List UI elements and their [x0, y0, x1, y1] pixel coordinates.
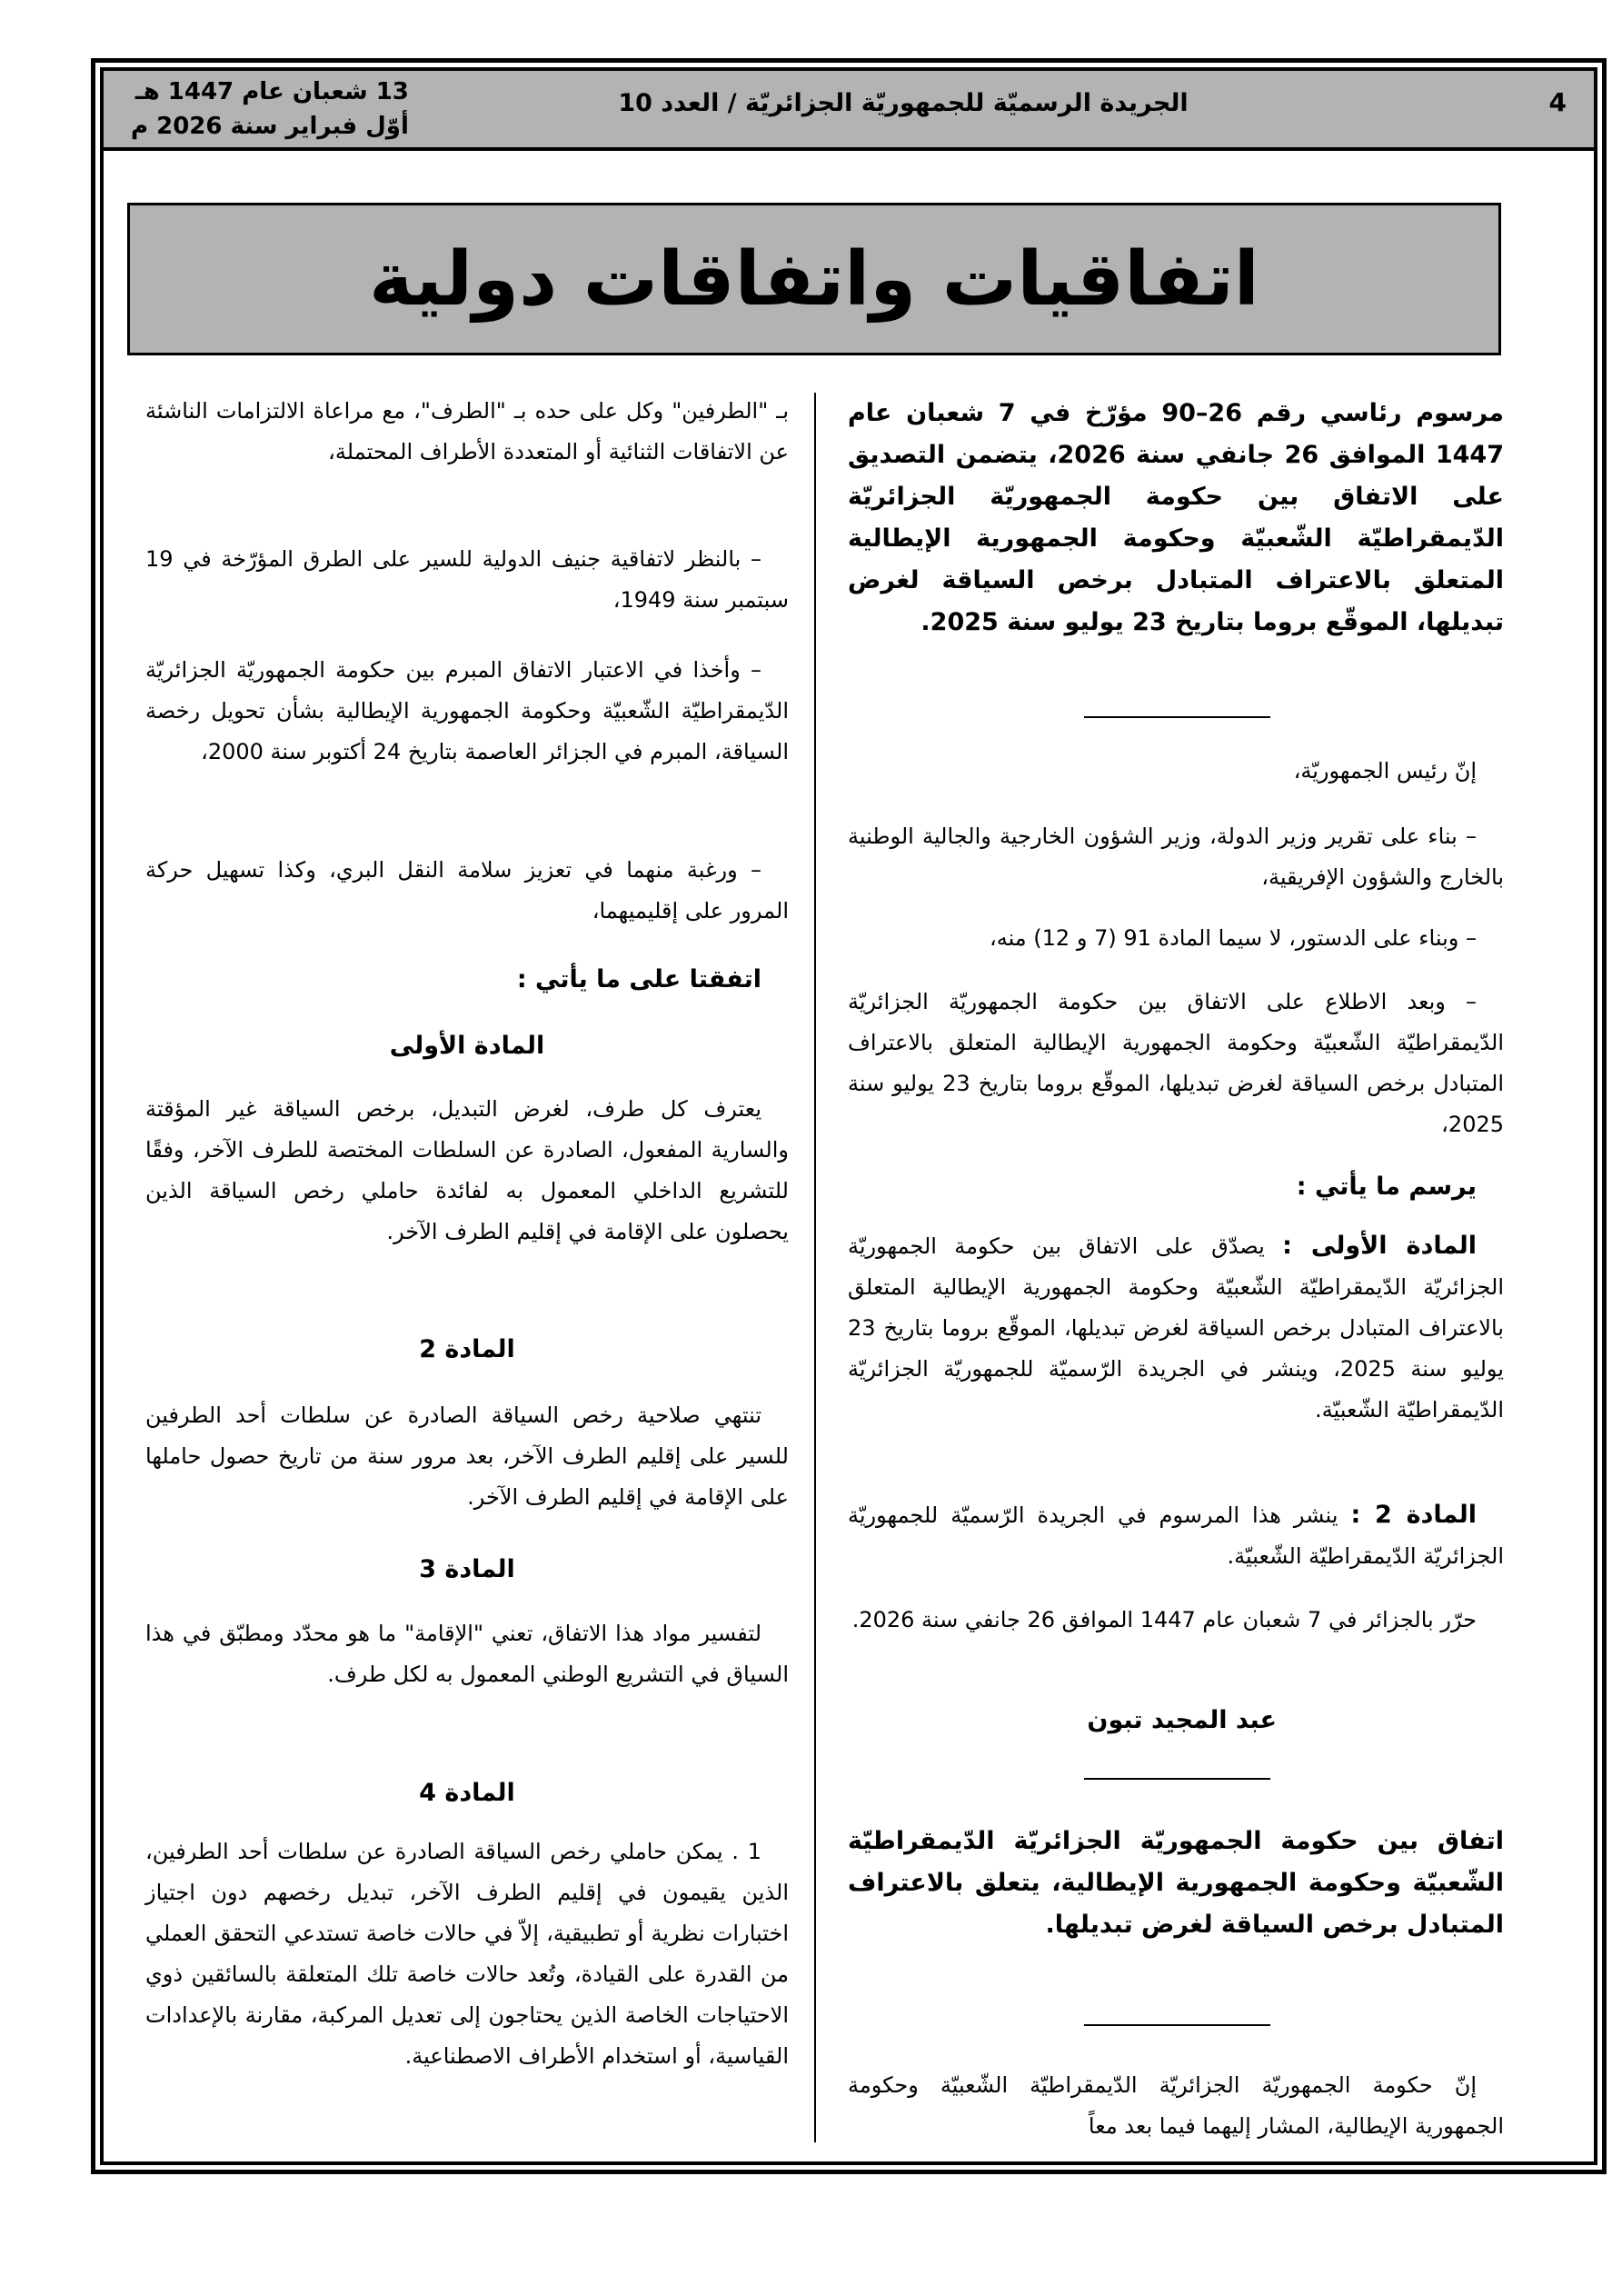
- article-label: المادة 2 :: [1350, 1501, 1477, 1529]
- column-divider: [814, 393, 816, 2142]
- recital-2000-agreement: – وأخذا في الاعتبار الاتفاق المبرم بين حكومة الجمهوريّة الجزائريّة الدّيمقراطيّة الشّعبيّة وحكومة الجمهورية الإيطالية بشأن تحويل رخصة السياقة، المبرم في الجزائر العاصمة بتاريخ 24 أكتوبر سنة 2000،: [145, 657, 789, 764]
- page-number: 4: [1548, 87, 1567, 117]
- signature: عبد المجيد تبون: [1087, 1706, 1277, 1734]
- agreement-title: اتفاق بين حكومة الجمهوريّة الجزائريّة الدّيمقراطيّة الشّعبيّة وحكومة الجمهورية الإيطالية، يتعلق بالاعتراف المتبادل برخص السياقة لغرض تبديلها.: [848, 1827, 1504, 1939]
- recital-road-safety: – ورغبة منهما في تعزيز سلامة النقل البري، وكذا تسهيل حركة المرور على إقليميهما،: [145, 857, 789, 923]
- journal-title: الجريدة الرسميّة للجمهوريّة الجزائريّة / العدد 10: [618, 89, 1189, 117]
- decree-title: مرسوم رئاسي رقم 26–90 مؤرّخ في 7 شعبان عام 1447 الموافق 26 جانفي سنة 2026، يتضمن التصديق على الاتفاق بين حكومة الجمهوريّة الجزائريّة الدّيمقراطيّة الشّعبيّة وحكومة الجمهورية الإيطالية المتعلق بالاعتراف المتبادل برخص السياقة لغرض تبديلها، الموقّع بروما بتاريخ 23 يوليو سنة 2025.: [848, 399, 1504, 636]
- article-2-heading: المادة 2: [419, 1335, 515, 1363]
- date-gregorian: أوّل فبراير سنة 2026 م: [131, 113, 409, 140]
- issue-date: [131, 75, 409, 144]
- done-at: حرّر بالجزائر في 7 شعبان عام 1447 الموافق 26 جانفي سنة 2026.: [851, 1607, 1477, 1632]
- article-label: المادة الأولى :: [1282, 1232, 1477, 1260]
- separator: [1084, 716, 1270, 718]
- article-4-text: 1 . يمكن حاملي رخص السياقة الصادرة عن سلطات أحد الطرفين، الذين يقيمون في إقليم الطرف الآخر، تبديل رخصهم دون اجتياز اختبارات نظرية أو تطبيقية، إلاّ في حالات خاصة تستدعي التحقق العملي من القدرة على القيادة، وتُعد حالات خاصة تلك المتعلقة بالسائقين ذوي الاحتياجات الخاصة الذين يحتاجون إلى تعديل المركبة، مقارنة بالإعدادات القياسية، أو استخدام الأطراف الاصطناعية.: [145, 1839, 789, 2069]
- recital-agreement: – وبعد الاطلاع على الاتفاق بين حكومة الجمهوريّة الجزائريّة الدّيمقراطيّة الشّعبيّة وحكومة الجمهورية الإيطالية المتعلق بالاعتراف المتبادل برخص السياقة لغرض تبديلها، الموقّع بروما بتاريخ 23 يوليو سنة 2025،: [848, 989, 1505, 1137]
- article-text: يصدّق على الاتفاق بين حكومة الجمهوريّة الجزائريّة الدّيمقراطيّة الشّعبيّة وحكومة الجمهورية الإيطالية المتعلق بالاعتراف المتبادل برخص السياقة لغرض تبديلها، الموقّع بروما بتاريخ 23 يوليو سنة 2025، وينشر في الجريدة الرّسميّة للجمهوريّة الجزائريّة الدّيمقراطيّة الشّعبيّة.: [848, 1233, 1504, 1423]
- article-3-text: لتفسير مواد هذا الاتفاق، تعني "الإقامة" ما هو محدّد ومطبّق في هذا السياق في التشريع الوطني المعمول به لكل طرف.: [145, 1621, 789, 1687]
- article-4-heading: المادة 4: [419, 1779, 515, 1807]
- article-1-heading: المادة الأولى: [389, 1032, 545, 1060]
- recital-report: – بناء على تقرير وزير الدولة، وزير الشؤون الخارجية والجالية الوطنية بالخارج والشؤون الإفريقية،: [848, 824, 1504, 890]
- agreement-intro: إنّ حكومة الجمهوريّة الجزائريّة الدّيمقراطيّة الشّعبيّة وحكومة الجمهورية الإيطالية، المشار إليهما فيما بعد معاً: [848, 2072, 1504, 2139]
- decree-article-1: [848, 1225, 1504, 1431]
- article-1-text: يعترف كل طرف، لغرض التبديل، برخص السياقة غير المؤقتة والسارية المفعول، الصادرة عن السلطات المختصة للطرف الآخر، وفقًا للتشريع الداخلي المعمول به لفائدة حاملي رخص السياقة الذين يحصلون على الإقامة في إقليم الطرف الآخر.: [145, 1096, 789, 1244]
- separator: [1084, 2024, 1270, 2026]
- page-header: [104, 71, 1594, 151]
- recital-geneva: – بالنظر لاتفاقية جنيف الدولية للسير على الطرق المؤرّخة في 19 سبتمبر سنة 1949،: [145, 546, 789, 613]
- section-title-box: [127, 203, 1501, 355]
- recital-constitution: – وبناء على الدستور، لا سيما المادة 91 (7 و 12) منه،: [989, 925, 1477, 951]
- article-2-text: تنتهي صلاحية رخص السياقة الصادرة عن سلطات أحد الطرفين للسير على إقليم الطرف الآخر، بعد مرور سنة من تاريخ حصول حاملها على الإقامة في إقليم الطرف الآخر.: [145, 1403, 789, 1510]
- article-3-heading: المادة 3: [419, 1555, 515, 1583]
- section-title: اتفاقيات واتفاقات دولية: [369, 235, 1259, 323]
- agreed-heading: اتفقتا على ما يأتي :: [516, 965, 761, 993]
- separator: [1084, 1778, 1270, 1780]
- agreement-intro-continued: بـ "الطرفين" وكل على حده بـ "الطرف"، مع مراعاة الالتزامات الناشئة عن الاتفاقات الثنائية أو المتعددة الأطراف المحتملة،: [145, 398, 789, 464]
- article-text: ينشر هذا المرسوم في الجريدة الرّسميّة للجمهوريّة الجزائريّة الدّيمقراطيّة الشّعبيّة.: [848, 1502, 1504, 1569]
- opening: إنّ رئيس الجمهوريّة،: [1293, 758, 1477, 784]
- decree-article-2: [848, 1494, 1504, 1577]
- decrees-heading: يرسم ما يأتي :: [1296, 1173, 1477, 1201]
- date-hijri: 13 شعبان عام 1447 هـ: [134, 78, 409, 105]
